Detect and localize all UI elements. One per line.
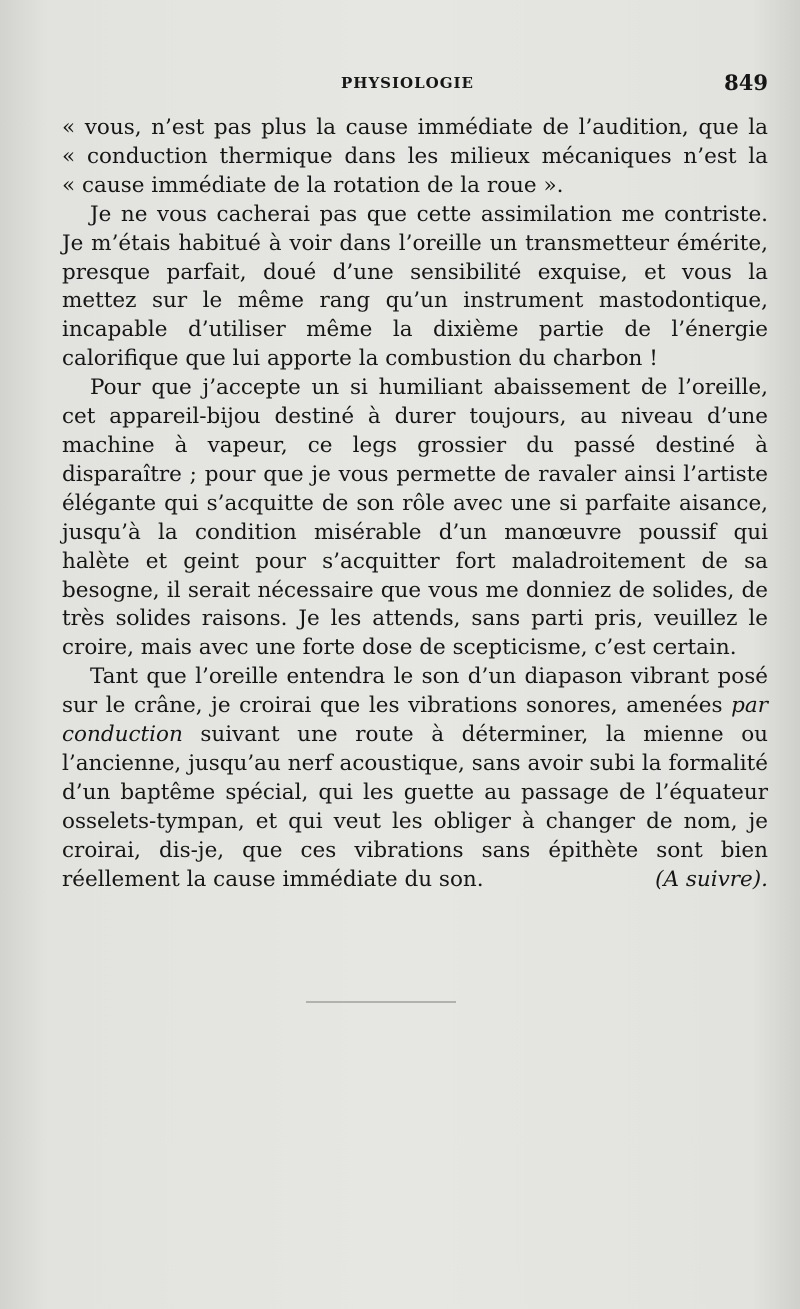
paragraph-3: [62, 663, 768, 894]
to-be-continued: (A suivre).: [655, 866, 768, 892]
body-text: [62, 114, 768, 894]
page-number: 849: [724, 70, 768, 95]
paragraph-3-end: suivant une route à déterminer, la mienne ou l’ancienne, jusqu’au nerf acoustique, sans avoir subi la formalité d’un baptême spécial, qui les guette au passage de l’équateur osselets-tympan, et qui veut les obliger à changer de nom, je croirai, dis-je, que ces vibrations sans épithète sont bien réellement la cause immédiate du son.: [62, 722, 768, 892]
quote-line-2: « conduction thermique dans les milieux mécaniques n’est la: [62, 143, 768, 169]
paragraph-1: Je ne vous cacherai pas que cette assimilation me contriste. Je m’étais habitué à voir dans l’oreille un transmetteur émérite, presque parfait, doué d’une sensibilité exquise, et vous la mettez sur le même rang qu’un instrument mastodontique, incapable d’utiliser même la dixième partie de l’énergie calorifique que lui apporte la combustion du charbon !: [62, 201, 768, 372]
paragraph-2: Pour que j’accepte un si humiliant abaissement de l’oreille, cet appareil-bijou destiné à durer toujours, au niveau d’une machine à vapeur, ce legs grossier du passé destiné à disparaître ; pour que je vous permette de ravaler ainsi l’artiste élégante qui s’acquitte de son rôle avec une si parfaite aisance, jusqu’à la condition misérable d’un manœuvre poussif qui halète et geint pour s’acquitter fort maladroitement de sa besogne, il serait nécessaire que vous me donniez de solides, de très solides raisons. Je les attends, sans parti pris, veuillez le croire, mais avec une forte dose de scepticisme, c’est certain.: [62, 375, 768, 661]
running-head: [62, 70, 768, 98]
paragraph-3-start: Tant que l’oreille entendra le son d’un diapason vibrant posé sur le crâne, je croirai que les vibrations sonores, amenées: [62, 664, 768, 719]
show-through-rule: [306, 1001, 456, 1003]
paragraph-3-italic: par conduction: [62, 693, 768, 748]
running-head-title: PHYSIOLOGIE: [341, 74, 474, 92]
quote-line-3: « cause immédiate de la rotation de la roue ».: [62, 172, 564, 198]
quote-line-1: « vous, n’est pas plus la cause immédiate de l’audition, que la: [62, 115, 768, 140]
